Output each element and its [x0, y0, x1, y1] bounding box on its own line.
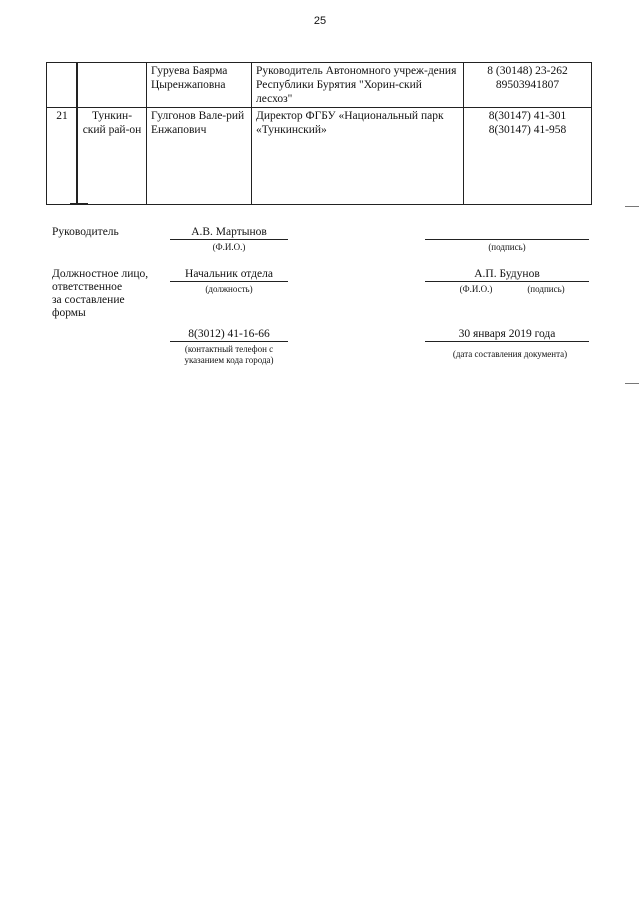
document-date-line [425, 341, 589, 342]
row-number [47, 63, 78, 108]
table-row [47, 108, 592, 205]
official-position: Начальник отдела [185, 268, 273, 280]
contacts-table [46, 62, 592, 205]
phone-line: 8(30147) 41-958 [488, 124, 567, 136]
official-sign-caption: (подпись) [527, 284, 565, 294]
official-position-line [170, 281, 288, 282]
margin-mark [625, 383, 639, 384]
head-name-line [170, 239, 288, 240]
page-number: 25 [313, 15, 327, 27]
head-name: А.В. Мартынов [191, 226, 267, 238]
official-label-line: за составление [52, 294, 125, 306]
table-border-tick [70, 203, 88, 204]
district-cell [78, 63, 147, 108]
head-label: Руководитель [52, 226, 119, 238]
name-cell: Гуруева Баярма Цыренжаповна [147, 63, 252, 108]
table-row [47, 63, 592, 108]
table-border-accent [76, 62, 78, 204]
position-cell: Директор ФГБУ «Национальный парк «Тункинский» [252, 108, 464, 205]
phone-cell [464, 108, 592, 205]
phone-line: 89503941807 [495, 79, 560, 91]
phone-caption-line: указанием кода города) [184, 355, 274, 365]
document-date-caption: (дата составления документа) [452, 349, 568, 359]
contact-phone: 8(3012) 41-16-66 [188, 328, 270, 340]
phone-line: 8 (30148) 23-262 [487, 65, 568, 77]
official-label-line: Должностное лицо, [52, 268, 149, 280]
row-number: 21 [47, 108, 78, 205]
contact-phone-line [170, 341, 288, 342]
document-date: 30 января 2019 года [458, 328, 556, 340]
head-sign-line [425, 239, 589, 240]
head-sign-caption: (подпись) [488, 242, 526, 252]
position-cell: Руководитель Автономного учреж-дения Республики Бурятия "Хорин-ский лесхоз" [252, 63, 464, 108]
official-name-line [425, 281, 589, 282]
phone-line: 8(30147) 41-301 [488, 110, 567, 122]
name-cell: Гулгонов Вале-рий Енжапович [147, 108, 252, 205]
margin-mark [625, 206, 639, 207]
district-cell: Тункин-ский рай-он [78, 108, 147, 205]
phone-caption-line: (контактный телефон с [184, 344, 274, 354]
official-name: А.П. Будунов [474, 268, 540, 280]
phone-cell [464, 63, 592, 108]
official-position-caption: (должность) [205, 284, 253, 294]
official-label-line: ответственное [52, 281, 123, 293]
head-name-caption: (Ф.И.О.) [212, 242, 246, 252]
official-name-caption: (Ф.И.О.) [459, 284, 493, 294]
contact-phone-caption [162, 344, 296, 366]
official-label [52, 268, 148, 320]
official-label-line: формы [52, 307, 86, 319]
